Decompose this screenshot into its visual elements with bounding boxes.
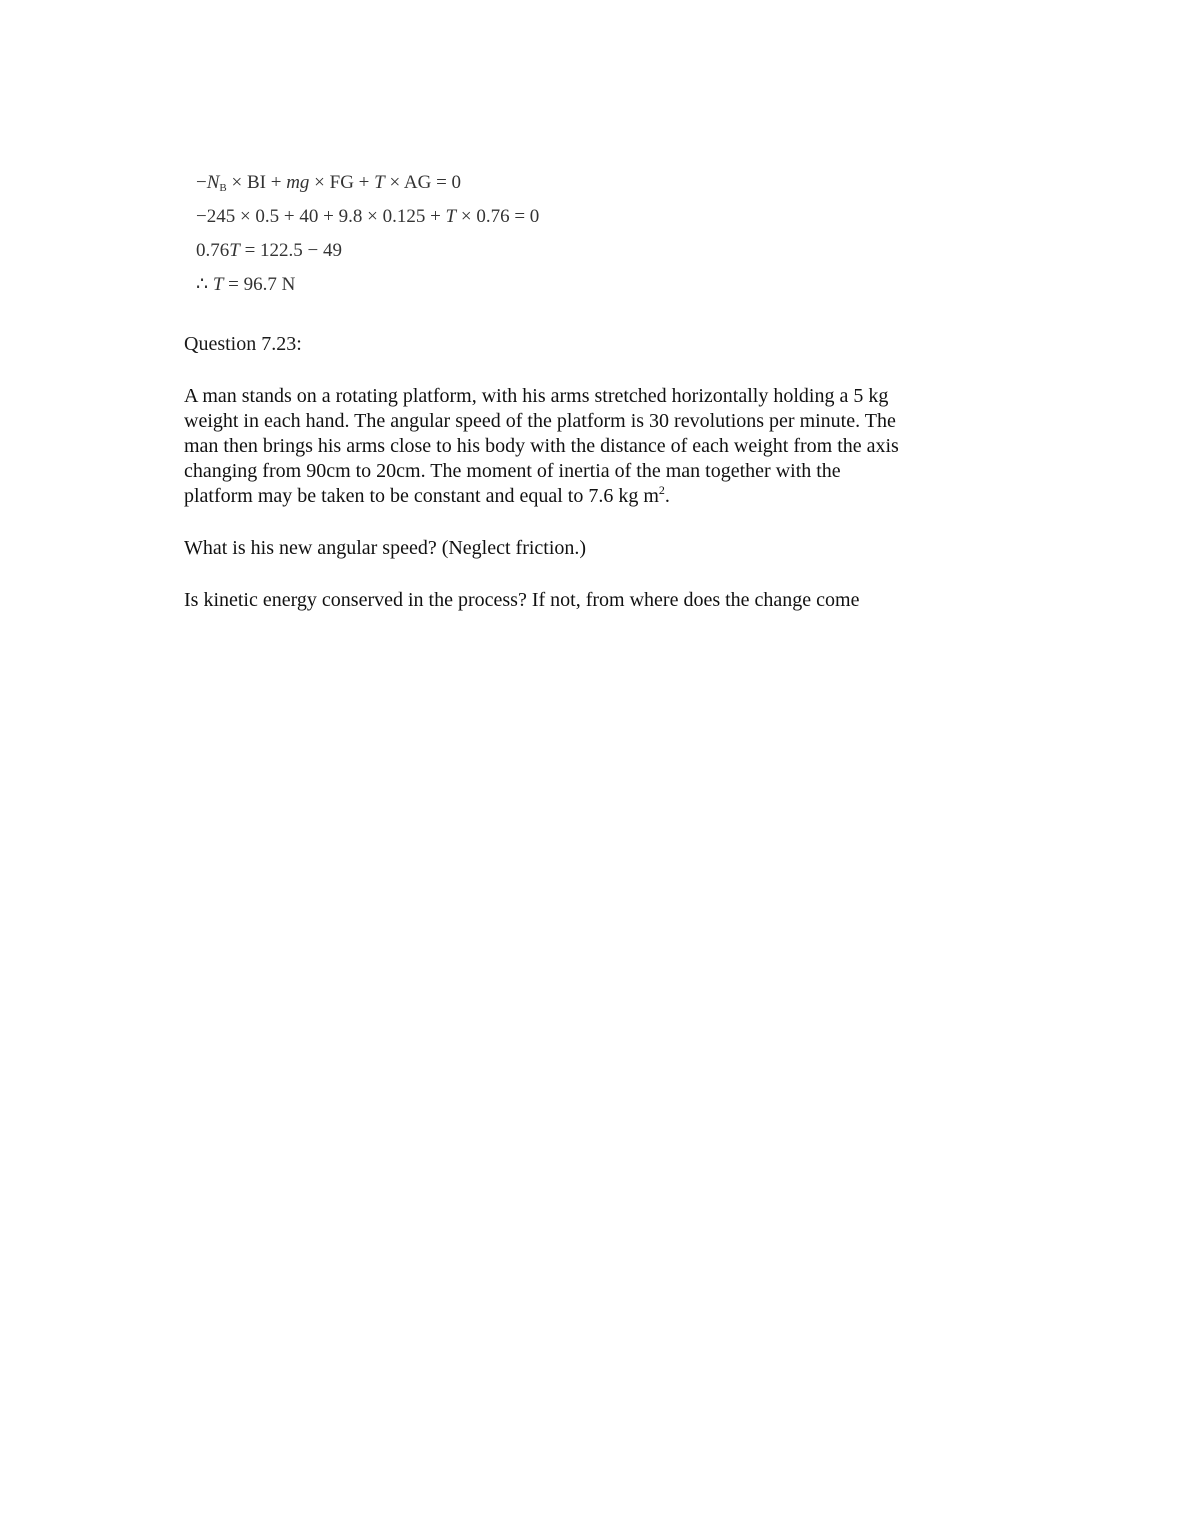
paragraph-line: weight in each hand. The angular speed of the platform is 30 revolutions per minute. The xyxy=(184,410,896,432)
equation-line-2 xyxy=(196,200,716,234)
equation-text: 0.76 xyxy=(196,240,230,261)
tension-symbol: T xyxy=(212,274,224,295)
question-paragraph-2: What is his new angular speed? (Neglect friction.) xyxy=(184,537,587,559)
equation-line-3 xyxy=(196,234,716,268)
equation-text: × BI + xyxy=(226,172,287,193)
question-title: Question 7.23: xyxy=(184,333,302,355)
equation-text: −245 × 0.5 + 40 + 9.8 × 0.125 + xyxy=(196,206,446,227)
paragraph-text: . xyxy=(664,485,670,507)
equation-text: × FG + xyxy=(309,172,375,193)
equation-text: = 122.5 − 49 xyxy=(239,240,343,261)
equation-line-4 xyxy=(196,268,716,302)
normal-force-symbol: N xyxy=(206,172,220,193)
question-paragraph-1 xyxy=(184,384,984,509)
weight-symbol: mg xyxy=(286,172,310,193)
paragraph-line: A man stands on a rotating platform, with his arms stretched horizontally holding a 5 kg xyxy=(184,385,889,407)
paragraph-line-last xyxy=(184,484,984,509)
tension-symbol: T xyxy=(445,206,457,227)
equation-block xyxy=(196,166,716,302)
tension-symbol: T xyxy=(374,172,385,193)
minus-sign: − xyxy=(196,172,207,193)
paragraph-line: changing from 90cm to 20cm. The moment of inertia of the man together with the xyxy=(184,460,841,482)
paragraph-text: platform may be taken to be constant and equal to 7.6 kg m xyxy=(184,485,659,507)
equation-text: × AG = 0 xyxy=(384,172,462,193)
equation-line-1 xyxy=(196,166,716,200)
superscript: 2 xyxy=(658,483,665,497)
therefore-symbol: ∴ xyxy=(196,274,213,295)
equation-text: × 0.76 = 0 xyxy=(456,206,540,227)
normal-force-subscript: B xyxy=(219,182,227,194)
equation-text: = 96.7 N xyxy=(223,274,296,295)
tension-symbol: T xyxy=(229,240,240,261)
paragraph-line: man then brings his arms close to his body with the distance of each weight from the axis xyxy=(184,435,899,457)
question-paragraph-3: Is kinetic energy conserved in the process? If not, from where does the change come xyxy=(184,589,860,611)
